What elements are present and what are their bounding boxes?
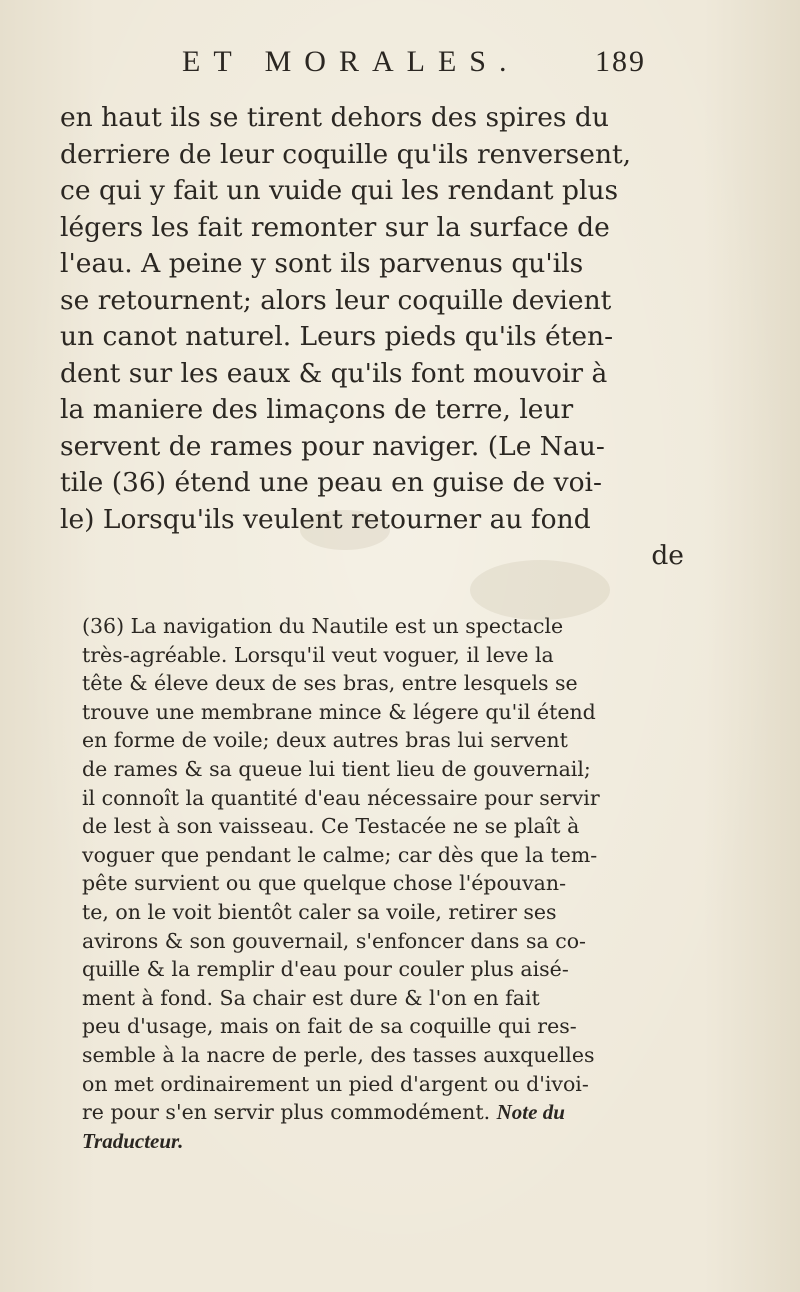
footnote-block bbox=[82, 612, 710, 1155]
text-line: la maniere des limaçons de terre, leur bbox=[60, 394, 574, 425]
footnote-line: quille & la remplir d'eau pour couler plus aisé- bbox=[82, 957, 569, 982]
footnote-line: trouve une membrane mince & légere qu'il étend bbox=[82, 699, 596, 724]
footnote-line: il connoît la quantité d'eau nécessaire pour servir bbox=[82, 785, 600, 810]
footnote-line-text: re pour s'en servir plus commodément. bbox=[82, 1100, 491, 1125]
footnote-line: voguer que pendant le calme; car dès que la tem- bbox=[82, 842, 598, 867]
footnote-line: ment à fond. Sa chair est dure & l'on en fait bbox=[82, 985, 540, 1010]
footnote-line: te, on le voit bientôt caler sa voile, retirer ses bbox=[82, 899, 557, 924]
text-line: un canot naturel. Leurs pieds qu'ils éten- bbox=[60, 321, 614, 352]
text-line: derriere de leur coquille qu'ils renversent, bbox=[60, 138, 632, 170]
footnote-line: de rames & sa queue lui tient lieu de gouvernail; bbox=[82, 756, 591, 781]
main-text-block bbox=[60, 100, 690, 575]
text-line: légers les fait remonter sur la surface de bbox=[60, 211, 610, 243]
catchword: de bbox=[651, 540, 684, 571]
footnote-line: semble à la nacre de perle, des tasses auxquelles bbox=[82, 1042, 595, 1067]
text-line: l'eau. A peine y sont ils parvenus qu'ils bbox=[60, 248, 584, 279]
footnote-signature: Traducteur. bbox=[82, 1128, 184, 1153]
footnote-line: pête survient ou que quelque chose l'épouvan- bbox=[82, 871, 567, 896]
text-line: tile (36) étend une peau en guise de voi- bbox=[60, 467, 602, 498]
page-header bbox=[182, 42, 682, 82]
footnote-line: (36) La navigation du Nautile est un spectacle bbox=[82, 614, 564, 638]
footnote-line: avirons & son gouvernail, s'enfoncer dans sa co- bbox=[82, 928, 586, 953]
text-line: se retournent; alors leur coquille devient bbox=[60, 284, 612, 316]
footnote-line: en forme de voile; deux autres bras lui servent bbox=[82, 728, 568, 753]
page-number: 189 bbox=[595, 45, 646, 78]
text-line: en haut ils se tirent dehors des spires du bbox=[60, 102, 609, 133]
text-line: servent de rames pour naviger. (Le Nau- bbox=[60, 430, 605, 462]
footnote-line bbox=[82, 1098, 710, 1127]
running-head: ET MORALES. bbox=[182, 45, 520, 78]
text-line: dent sur les eaux & qu'ils font mouvoir à bbox=[60, 357, 608, 389]
footnote-line: on met ordinairement un pied d'argent ou d'ivoi- bbox=[82, 1071, 589, 1096]
text-line: ce qui y fait un vuide qui les rendant plus bbox=[60, 175, 619, 206]
footnote-line: de lest à son vaisseau. Ce Testacée ne se plaît à bbox=[82, 814, 580, 839]
footnote-signature: Note du bbox=[496, 1100, 565, 1125]
footnote-line: tête & éleve deux de ses bras, entre lesquels se bbox=[82, 671, 578, 696]
text-line: le) Lorsqu'ils veulent retourner au fond bbox=[60, 503, 591, 535]
footnote-line: très-agréable. Lorsqu'il veut voguer, il leve la bbox=[82, 642, 554, 667]
footnote-line: peu d'usage, mais on fait de sa coquille qui res- bbox=[82, 1014, 577, 1039]
